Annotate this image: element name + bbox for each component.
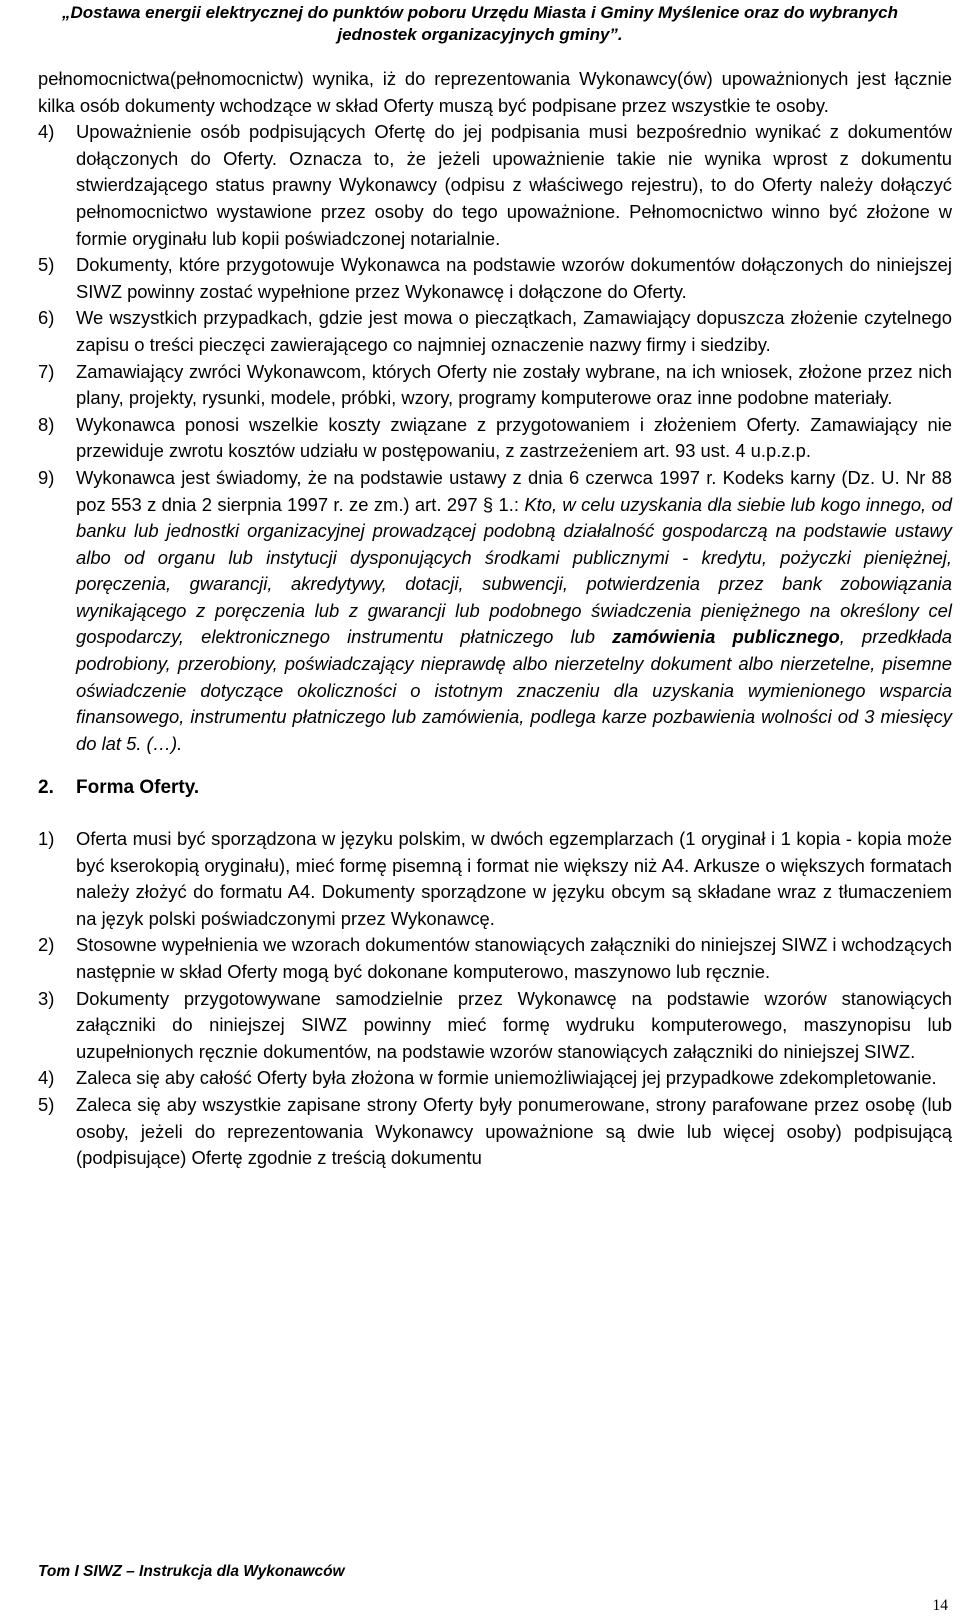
list-item-7 [38,359,952,412]
item-9-quote-part-2: , przedkłada podrobiony, przerobiony, poświadczający nieprawdę albo nierzetelny dokument albo nierzetelne, pisemne oświadczenie dotyczące okoliczności o istotnym znaczeniu dla uzyskania wymienionego wsparcia finansowego, instrumentu płatniczego lub zamówienia, podlega karze pozbawienia wolności od 3 miesięcy do lat 5. (…). [76,626,953,754]
item-number: 8) [38,413,55,435]
item-9-quote-part-1: Kto, w celu uzyskania dla siebie lub kogo innego, od banku lub jednostki organizacyjnej prowadzącej podobną działalność gospodarczą na podstawie ustawy albo od organu lub instytucji dysponujących środkami publicznymi - kredytu, pożyczki pieniężnej, poręczenia, gwarancji, akredytywy, dotacji, subwencji, potwierdzenia przez bank zobowiązania wynikającego z poręczenia lub z gwarancji lub podobnego świadczenia pieniężnego na określony cel gospodarczy, elektronicznego instrumentu płatniczego lub [76,493,952,648]
list-item-b1 [38,826,952,932]
item-text: Zaleca się aby całość Oferty była złożona w formie uniemożliwiającej jej przypadkowe zdekompletowanie. [76,1067,937,1089]
section-title: Forma Oferty. [76,777,200,799]
section-number: 2. [38,777,54,799]
item-text: Zaleca się aby wszystkie zapisane strony Oferty były ponumerowane, strony parafowane przez osobę (lub osoby, jeżeli do reprezentowania Wykonawcy upoważnione są dwie lub więcej osoby) podpisującą (podpisujące) Ofertę zgodnie z treścią dokumentu [76,1093,952,1169]
item-number: 7) [38,360,55,382]
item-text: Zamawiający zwróci Wykonawcom, których Oferty nie zostały wybrane, na ich wniosek, złożone przez nich plany, projekty, rysunki, modele, próbki, wzory, programy komputerowe oraz inne podobne materiały. [76,360,952,409]
item-text: Oferta musi być sporządzona w języku polskim, w dwóch egzemplarzach (1 oryginał i 1 kopia - kopia może być kserokopią oryginału), mieć formę pisemną i format nie większy niż A4. Arkusze o większych formatach należy złożyć do formatu A4. Dokumenty sporządzone w języku obcym są składane wraz z tłumaczeniem na język polski poświadczonymi przez Wykonawcę. [76,828,952,929]
document-body [38,66,952,1172]
item-number: 1) [38,828,55,850]
item-number: 4) [38,1067,55,1089]
item-text: Wykonawca ponosi wszelkie koszty związane z przygotowaniem i złożeniem Oferty. Zamawiający nie przewiduje zwrotu kosztów udziału w postępowaniu, z zastrzeżeniem art. 93 ust. 4 u.p.z.p. [76,413,952,462]
item-text: We wszystkich przypadkach, gdzie jest mowa o pieczątkach, Zamawiający dopuszcza złożenie czytelnego zapisu o treści pieczęci zawierającego co najmniej oznaczenie nazwy firmy i siedziby. [76,307,952,355]
page-header [0,2,960,46]
list-item-9 [38,465,952,758]
list-item-6 [38,305,952,358]
item-9-lead: Wykonawca jest świadomy, że na podstawie ustawy z dnia 6 czerwca 1997 r. Kodeks karny (Dz. U. Nr 88 poz 553 z dnia 2 sierpnia 1997 r. ze zm.) art. 297 § 1.: [76,466,952,515]
item-number: 9) [38,466,55,488]
item-number: 4) [38,121,55,143]
list-item-b5 [38,1092,952,1172]
item-text: Upoważnienie osób podpisujących Ofertę do jej podpisania musi bezpośrednio wynikać z dokumentów dołączonych do Oferty. Oznacza to, że jeżeli upoważnienie takie nie wynika wprost z dokumentu stwierdzającego status prawny Wykonawcy (odpisu z właściwego rejestru), to do Oferty należy dołączyć pełnomocnictwo wystawione przez osoby do tego upoważnione. Pełnomocnictwo winno być złożone w formie oryginału lub kopii poświadczonej notarialnie. [76,121,952,249]
page-footer: Tom I SIWZ – Instrukcja dla Wykonawców [38,1563,345,1580]
item-number: 2) [38,934,55,956]
item-number: 3) [38,987,55,1009]
item-text [76,465,952,758]
item-text: Dokumenty przygotowywane samodzielnie przez Wykonawcę na podstawie wzorów stanowiących załączniki do niniejszej SIWZ powinny mieć formę wydruku komputerowego, maszynopisu lub uzupełnionych ręcznie dokumentów, na podstawie wzorów stanowiących załączniki do niniejszej SIWZ. [76,987,952,1062]
header-line-1: „Dostawa energii elektrycznej do punktów poboru Urzędu Miasta i Gminy Myślenice oraz do wybranych [61,3,898,22]
item-number: 6) [38,307,55,329]
item-number: 5) [38,1093,55,1115]
list-item-b4 [38,1065,952,1092]
header-line-2: jednostek organizacyjnych gminy”. [337,25,623,44]
item-9-quote-bold: zamówienia publicznego [612,626,840,648]
item-number: 5) [38,254,55,276]
page-number: 14 [932,1597,948,1614]
item-text: Dokumenty, które przygotowuje Wykonawca na podstawie wzorów dokumentów dołączonych do niniejszej SIWZ powinny zostać wypełnione przez Wykonawcę i dołączone do Oferty. [76,254,952,302]
intro-paragraph: pełnomocnictwa(pełnomocnictw) wynika, iż do reprezentowania Wykonawcy(ów) upoważnionych jest łącznie kilka osób dokumenty wchodzące w skład Oferty muszą być podpisane przez wszystkie te osoby. [38,68,952,116]
list-item-b2 [38,932,952,985]
list-item-b3 [38,986,952,1066]
list-item-5 [38,252,952,305]
item-text: Stosowne wypełnienia we wzorach dokumentów stanowiących załączniki do niniejszej SIWZ i wchodzących następnie w skład Oferty mogą być dokonane komputerowo, maszynowo lub ręcznie. [76,934,953,982]
list-item-8 [38,412,952,465]
section-heading [38,775,952,802]
list-item-4 [38,119,952,252]
